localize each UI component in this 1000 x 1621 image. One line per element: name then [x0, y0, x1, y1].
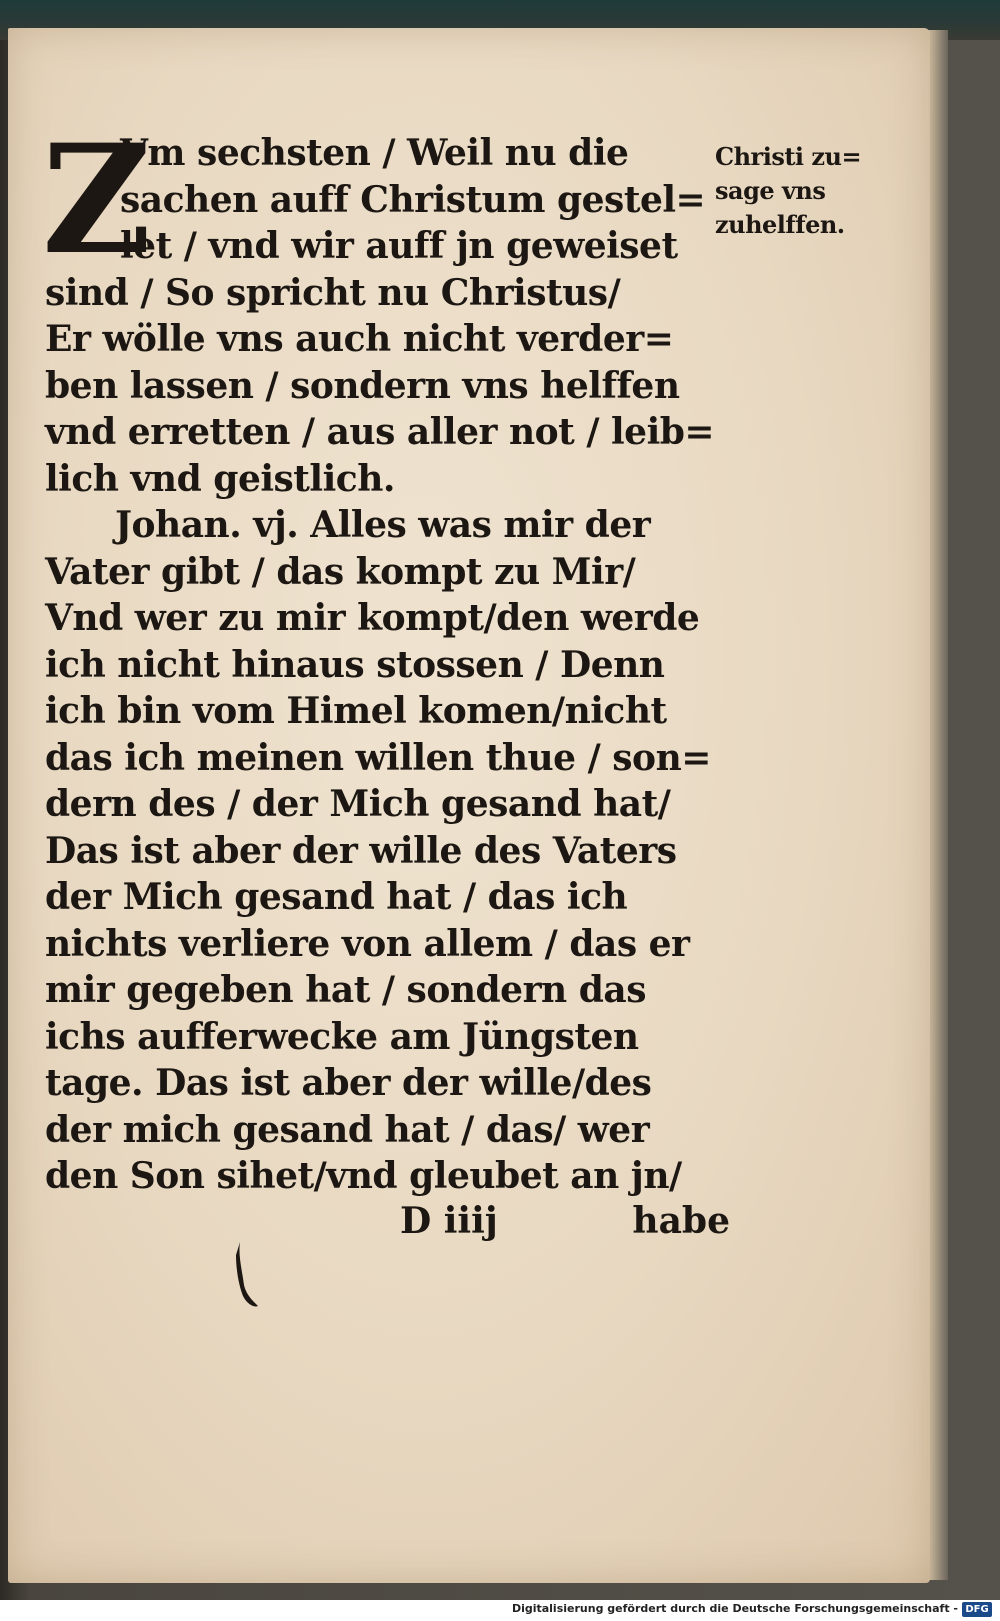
margin-note [715, 140, 895, 242]
text-line: Vnd wer zu mir kompt/den werde [45, 597, 700, 639]
text-line: ich bin vom Himel komen/nicht [45, 690, 667, 732]
drop-cap-initial: Z [42, 112, 152, 288]
text-line: sind / So spricht nu Christus/ [45, 271, 621, 314]
ink-blot-mark [232, 1240, 262, 1310]
text-line: Das ist aber der wille des Vaters [45, 829, 677, 872]
text-line: Johan. vj. Alles was mir der [115, 504, 651, 546]
text-line: tage. Das ist aber der wille/des [45, 1062, 652, 1104]
text-line: sachen auff Christum gestel= [120, 178, 706, 221]
footer-credit: Digitalisierung gefördert durch die Deutsche Forschungsgemeinschaft - [511, 1602, 958, 1615]
text-line: ich nicht hinaus stossen / Denn [45, 643, 665, 686]
text-line: vnd erretten / aus aller not / leib= [45, 411, 715, 453]
text-line: lich vnd geistlich. [45, 457, 395, 500]
text-line: ben lassen / sondern vns helffen [45, 364, 680, 407]
text-line: das ich meinen willen thue / son= [45, 736, 711, 779]
text-line: let / vnd wir auff jn geweiset [120, 225, 678, 267]
text-line: der Mich gesand hat / das ich [45, 876, 628, 918]
text-line: nichts verliere von allem / das er [45, 922, 690, 965]
margin-note-line: zuhelffen. [715, 210, 845, 239]
digitization-footer [0, 1600, 1000, 1621]
text-line: dern des / der Mich gesand hat/ [45, 783, 671, 825]
text-line: den Son sihet/vnd gleubet an jn/ [45, 1155, 682, 1197]
text-line: ichs aufferwecke am Jüngsten [45, 1015, 639, 1058]
text-line: mir gegeben hat / sondern das [45, 969, 647, 1011]
catchword: habe [632, 1200, 730, 1242]
dfg-logo: DFG [962, 1602, 992, 1617]
margin-note-line: Christi zu= [715, 142, 862, 171]
text-line: der mich gesand hat / das/ wer [45, 1108, 650, 1151]
main-text-block [45, 130, 725, 1200]
signature-mark: D iiij [400, 1200, 498, 1242]
margin-note-line: sage vns [715, 176, 826, 205]
text-line: Vater gibt / das kompt zu Mir/ [45, 550, 636, 593]
text-line: Vm sechsten / Weil nu die [120, 132, 629, 174]
text-line: Er wölle vns auch nicht verder= [45, 318, 674, 360]
